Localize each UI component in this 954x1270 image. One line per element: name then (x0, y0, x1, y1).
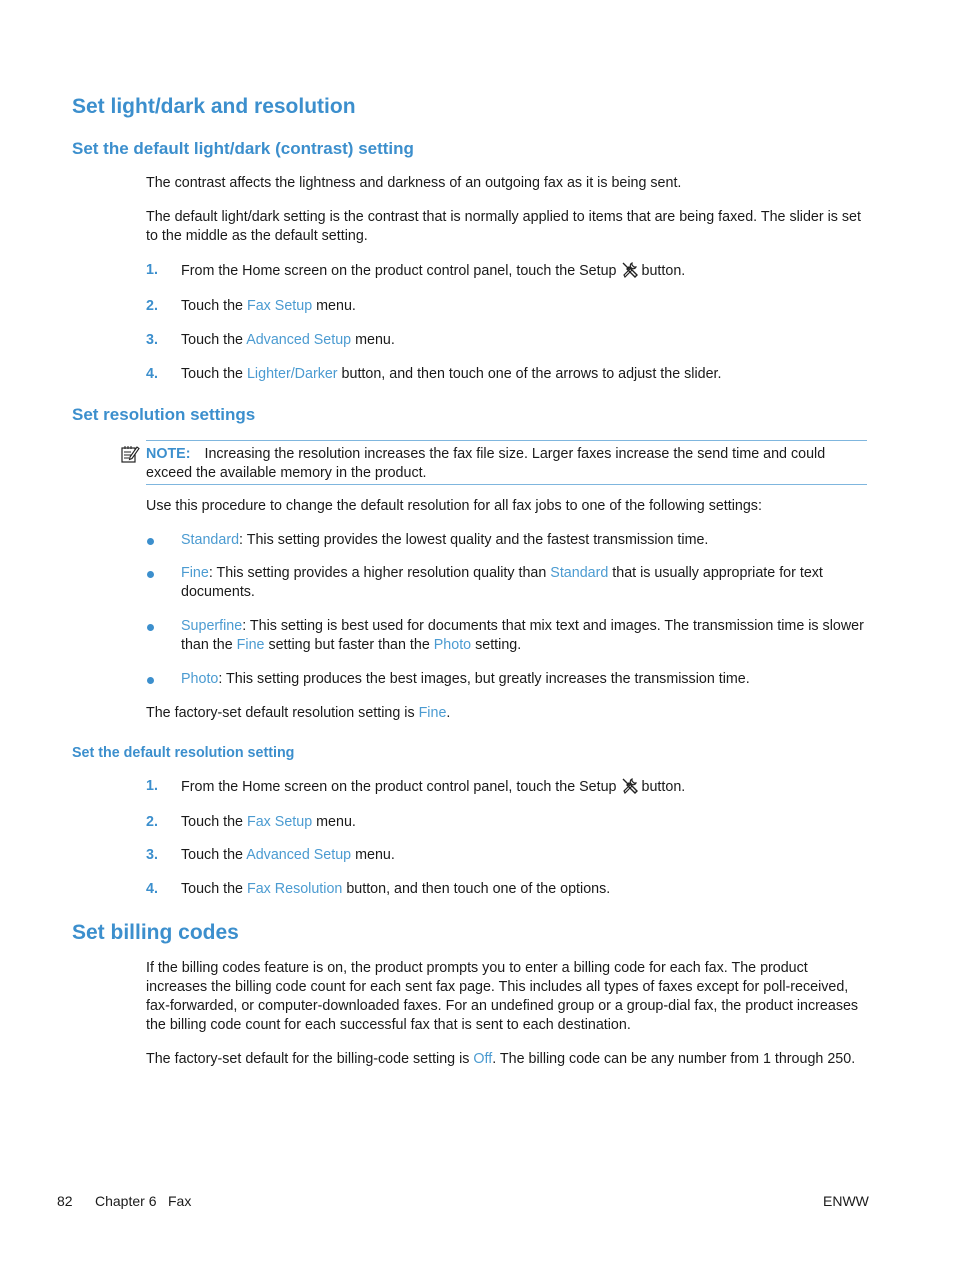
setting-term-standard: Standard (181, 532, 240, 548)
bullet-dot (147, 538, 154, 545)
factory-resolution-value: Fine (418, 705, 447, 721)
step-number: 2. (146, 298, 158, 314)
billing-default-value: Off (473, 1051, 493, 1067)
bullet-dot (147, 677, 154, 684)
step-text-end: button. (641, 263, 686, 279)
menu-link-fax-resolution: Fax Resolution (246, 881, 343, 897)
bullet-dot (147, 571, 154, 578)
menu-link-fax-setup: Fax Setup (246, 298, 313, 314)
note-label: NOTE: (146, 446, 191, 462)
note-box (146, 440, 867, 485)
menu-link-advanced-setup: Advanced Setup (246, 332, 352, 348)
menu-link-fax-setup: Fax Setup (246, 814, 313, 830)
subsubsection-title-default-resolution: Set the default resolution setting (72, 745, 295, 761)
setting-term-photo: Photo (181, 671, 219, 687)
setup-wrench-icon (620, 261, 640, 279)
page-number: 82 (57, 1193, 73, 1209)
step-text-end: button. (641, 779, 686, 795)
step-number: 1. (146, 262, 158, 278)
step-number: 2. (146, 814, 158, 830)
footer-enww: ENWW (823, 1193, 869, 1209)
setting-term-fine: Fine (181, 565, 209, 581)
subsection-title-contrast: Set the default light/dark (contrast) setting (72, 139, 414, 158)
factory-resolution-para: The factory-set default resolution setting is Fine. (146, 705, 451, 721)
menu-link-advanced-setup: Advanced Setup (246, 847, 352, 863)
step-number: 1. (146, 778, 158, 794)
note-text: Increasing the resolution increases the fax file size. Larger faxes increase the send time and could exceed the available memory in the product. (146, 446, 826, 481)
step-number: 3. (146, 332, 158, 348)
section-title-billing-codes: Set billing codes (72, 921, 239, 944)
billing-para-2: The factory-set default for the billing-code setting is Off. The billing code can be any number from 1 through 250. (146, 1051, 856, 1067)
step-number: 3. (146, 847, 158, 863)
setup-wrench-icon (620, 777, 640, 795)
footer-chapter-name: Fax (168, 1193, 192, 1209)
footer-chapter: Chapter 6 (95, 1193, 157, 1209)
setting-term-superfine: Superfine (181, 618, 243, 634)
step-text: From the Home screen on the product control panel, touch the Setup (181, 263, 617, 279)
contrast-para-2: The default light/dark setting is the contrast that is normally applied to items that are being faxed. The slider is set to the middle as the default setting. (146, 209, 861, 244)
step-number: 4. (146, 366, 158, 382)
billing-para-1: If the billing codes feature is on, the product prompts you to enter a billing code for each fax. The product increases the billing code count for each sent fax page. This includes all types of faxes except for poll-received, fax-forwarded, or computer-downloaded faxes. For an undefined group or a group-dial fax, the product increases the billing code count for each successful fax that is sent to each destination. (146, 960, 859, 1033)
note-icon (120, 444, 140, 464)
bullet-dot (147, 624, 154, 631)
resolution-intro: Use this procedure to change the default resolution for all fax jobs to one of the following settings: (146, 498, 762, 514)
step-text: From the Home screen on the product control panel, touch the Setup (181, 779, 617, 795)
section-title-light-dark: Set light/dark and resolution (72, 95, 356, 118)
menu-link-lighter-darker: Lighter/Darker (246, 366, 338, 382)
step-number: 4. (146, 881, 158, 897)
subsection-title-resolution: Set resolution settings (72, 405, 256, 424)
contrast-para-1: The contrast affects the lightness and darkness of an outgoing fax as it is being sent. (146, 175, 682, 191)
